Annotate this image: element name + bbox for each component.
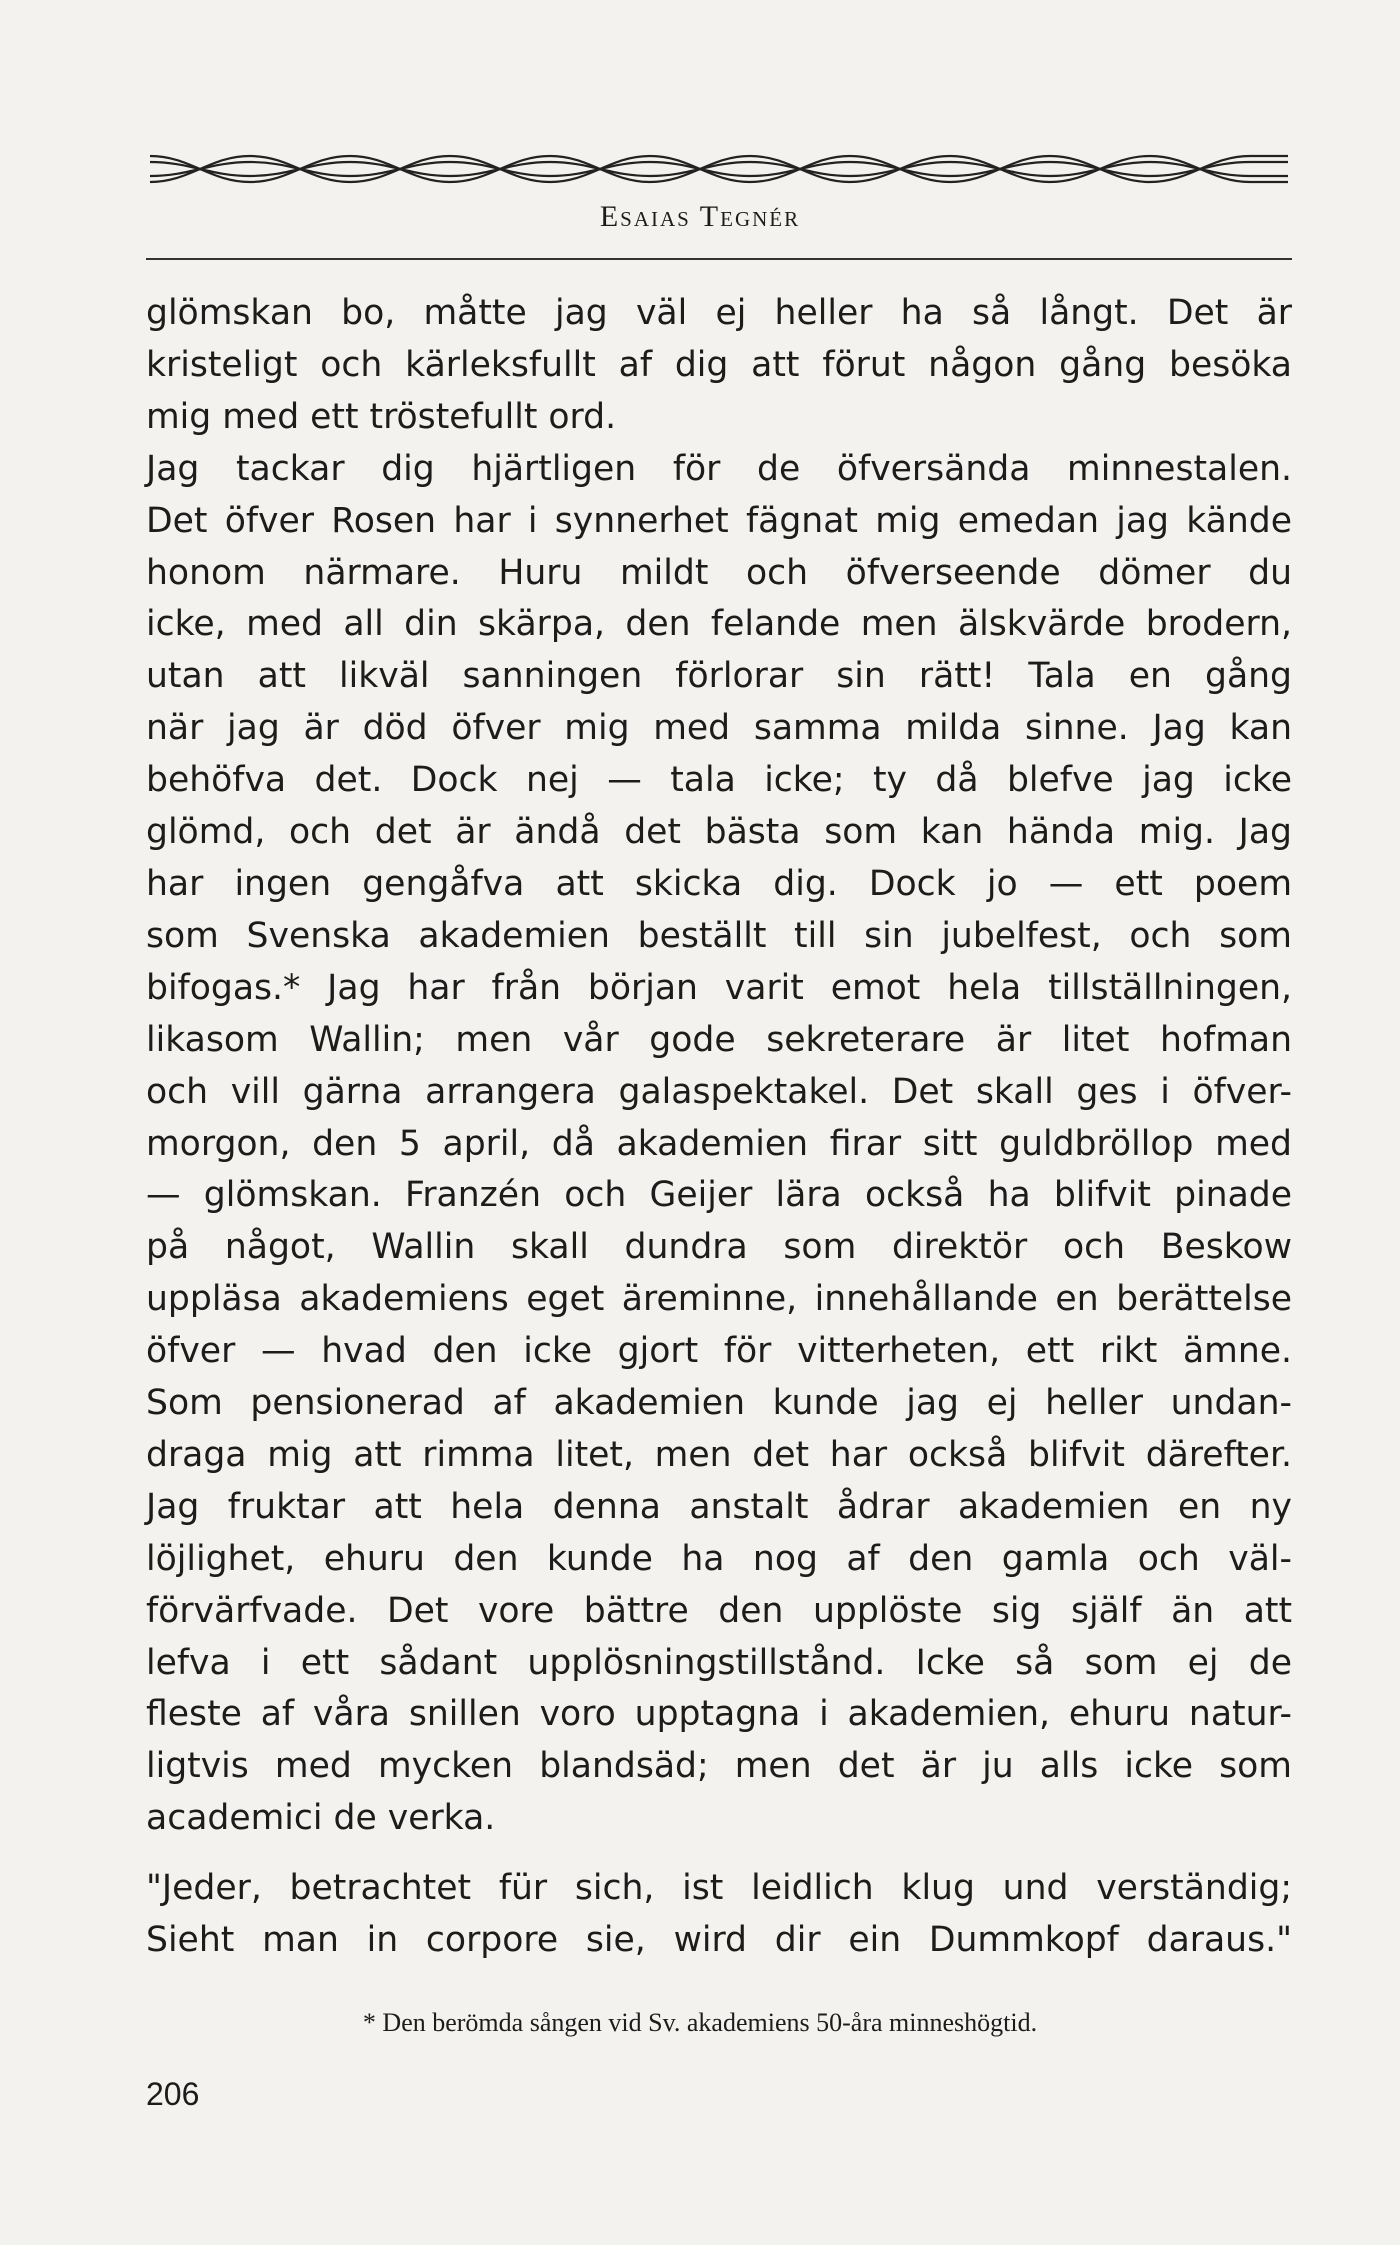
header-rule	[146, 258, 1292, 260]
text-line: glömd, och det är ändå det bästa som kan hända mig. Jag	[146, 812, 1292, 853]
text-line: och vill gärna arrangera galaspektakel. Det skall ges i öfver-	[146, 1071, 1292, 1112]
text-line: kristeligt och kärleksfullt af dig att förut någon gång besöka	[146, 344, 1292, 385]
text-line: Jag fruktar att hela denna anstalt ådrar akademien en ny	[146, 1486, 1292, 1527]
text-line: Som pensionerad af akademien kunde jag ej heller undan-	[146, 1383, 1292, 1424]
text-line: Jag tackar dig hjärtligen för de öfversända minnestalen.	[146, 448, 1292, 489]
text-line: som Svenska akademien beställt till sin jubelfest, och som	[146, 915, 1292, 956]
text-line: ligtvis med mycken blandsäd; men det är ju alls icke som	[146, 1746, 1292, 1787]
running-head: Esaias Tegnér	[599, 200, 801, 233]
text-line: — glömskan. Franzén och Geijer lära också ha blifvit pinade	[146, 1175, 1292, 1216]
text-line: utan att likväl sanningen förlorar sin rätt! Tala en gång	[146, 656, 1292, 697]
quote-line: "Jeder, betrachtet für sich, ist leidlich klug und verständig;	[146, 1868, 1292, 1908]
text-line: honom närmare. Huru mildt och öfverseende dömer du	[146, 552, 1292, 593]
footnote: * Den berömda sången vid Sv. akademiens 50-åra minneshögtid.	[362, 2008, 1038, 2037]
text-line: mig med ett tröstefullt ord.	[146, 396, 617, 437]
text-line: lefva i ett sådant upplösningstillstånd. Icke så som ej de	[146, 1642, 1292, 1683]
text-line: öfver — hvad den icke gjort för vitterheten, ett rikt ämne.	[146, 1331, 1292, 1372]
text-line: förvärfvade. Det vore bättre den upplöste sig själf än att	[146, 1590, 1292, 1631]
text-line: bifogas.* Jag har från början varit emot hela tillställningen,	[146, 967, 1292, 1008]
text-line: på något, Wallin skall dundra som direktör och Beskow	[146, 1227, 1292, 1268]
text-line: behöfva det. Dock nej — tala icke; ty då blefve jag icke	[146, 760, 1292, 801]
decorative-border-ornament	[150, 148, 1288, 190]
text-line: har ingen gengåfva att skicka dig. Dock jo — ett poem	[146, 863, 1292, 904]
text-line: morgon, den 5 april, då akademien firar sitt guldbröllop med	[146, 1123, 1292, 1164]
text-line: likasom Wallin; men vår gode sekreterare är litet hofman	[146, 1019, 1292, 1060]
text-line: glömskan bo, måtte jag väl ej heller ha så långt. Det är	[146, 293, 1292, 333]
quote-line: Sieht man in corpore sie, wird dir ein Dummkopf daraus."	[146, 1920, 1292, 1960]
text-line: uppläsa akademiens eget äreminne, innehållande en berättelse	[146, 1279, 1292, 1320]
quote-couplet	[146, 1862, 1292, 1966]
text-line: icke, med all din skärpa, den felande men älskvärde brodern,	[146, 604, 1292, 645]
page-number: 206	[146, 2076, 200, 2112]
text-line: fleste af våra snillen voro upptagna i akademien, ehuru natur-	[146, 1694, 1292, 1735]
text-line: Det öfver Rosen har i synnerhet fägnat mig emedan jag kände	[146, 500, 1292, 541]
text-line: när jag är död öfver mig med samma milda sinne. Jag kan	[146, 708, 1292, 749]
body-text	[146, 288, 1292, 1845]
text-line: academici de verka.	[146, 1798, 496, 1839]
text-line: draga mig att rimma litet, men det har också blifvit därefter.	[146, 1434, 1292, 1475]
text-line: löjlighet, ehuru den kunde ha nog af den gamla och väl-	[146, 1538, 1292, 1579]
